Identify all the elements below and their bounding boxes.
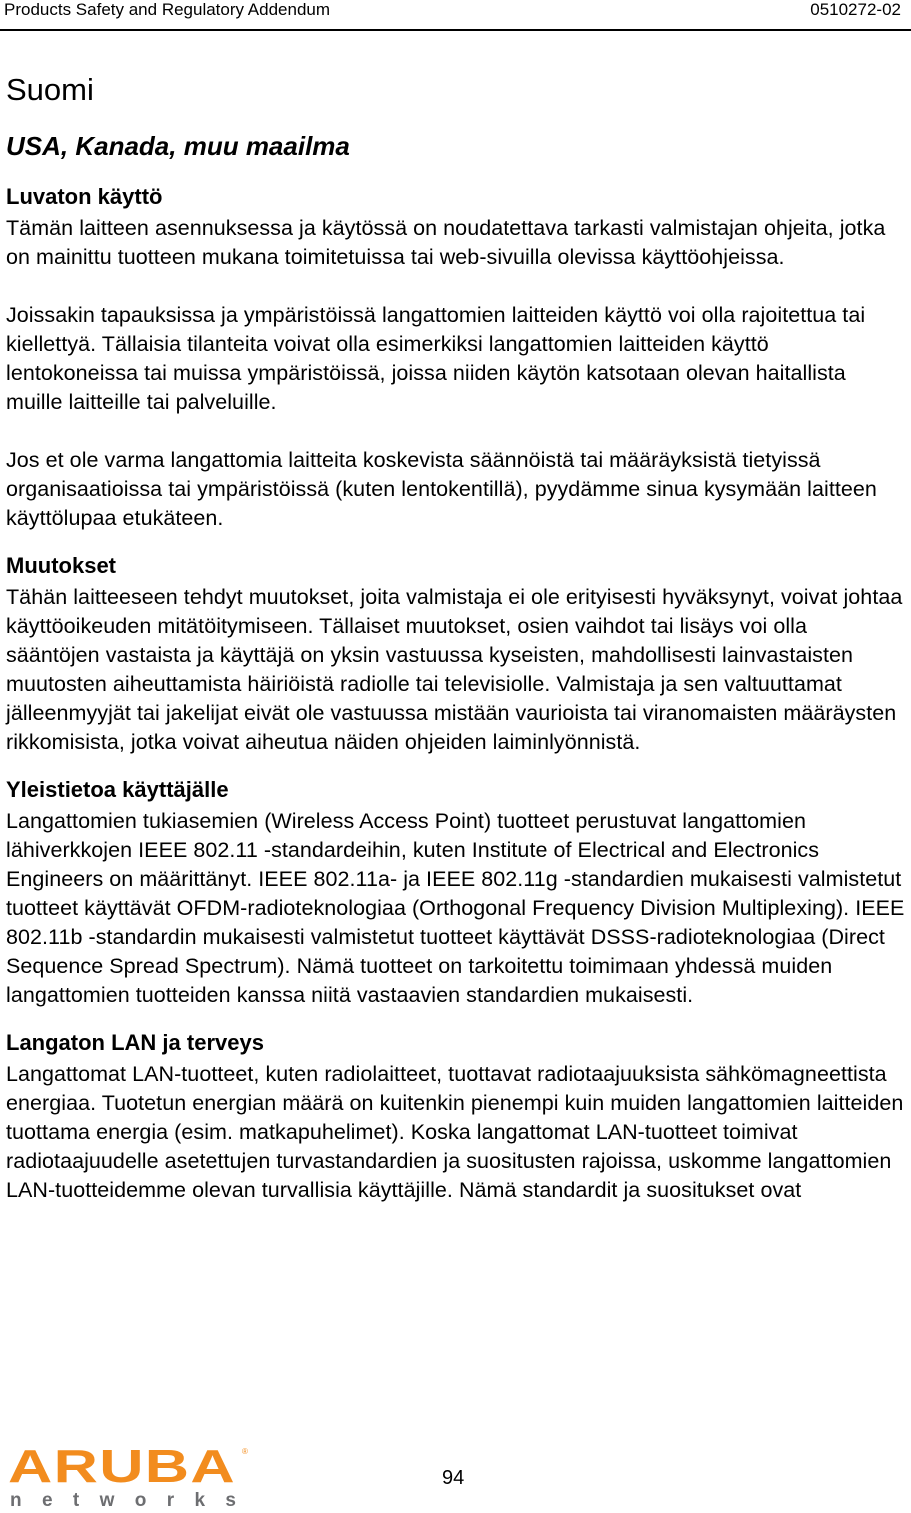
document-title: Products Safety and Regulatory Addendum <box>4 0 331 19</box>
section-unauthorized-use <box>6 182 906 533</box>
section-heading: Yleistietoa käyttäjälle <box>6 777 229 802</box>
section-heading: Langaton LAN ja terveys <box>6 1030 264 1055</box>
section-paragraph: Langattomat LAN-tuotteet, kuten radiolaitteet, tuottavat radiotaajuuksista sähkömagneettista energiaa. Tuotetun energian määrä on kuitenkin pienempi kuin muiden langattomien laitteiden tuottama energia (esim. matkapuhelimet). Koska langattomat LAN-tuotteet toimivat radiotaajuudelle asetettujen turvastandardien ja suositusten rajoissa, uskomme langattomien LAN-tuotteidemme olevan turvallisia käyttäjille. Nämä standardit ja suositukset ovat <box>6 1062 904 1202</box>
section-heading: Luvaton käyttö <box>6 184 163 209</box>
registered-mark: ® <box>242 1447 248 1456</box>
aruba-networks-logo <box>6 1444 252 1510</box>
page-content <box>6 68 906 1205</box>
logo-wordmark: ARUBA <box>8 1444 236 1492</box>
section-wireless-lan-health <box>6 1028 906 1205</box>
section-paragraph: Jos et ole varma langattomia laitteita koskevista säännöistä tai määräyksistä tietyissä organisaatioissa tai ympäristöissä (kuten lentokentillä), pyydämme sinua kysymään laitteen käyttölupaa etukäteen. <box>6 448 877 530</box>
section-heading: Muutokset <box>6 553 116 578</box>
section-paragraph: Tähän laitteeseen tehdyt muutokset, joita valmistaja ei ole erityisesti hyväksynyt, voivat johtaa käyttöoikeuden mitätöitymiseen. Tällaiset muutokset, osien vaihdot tai lisäys voi olla sääntöjen vastaista ja käyttäjä on yksin vastuussa kyseisten, mahdollisesti lainvastaisten muutosten aiheuttamista häiriöistä radiolle tai televisiolle. Valmistaja ja sen valtuuttamat jälleenmyyjät tai jakelijat eivät ole vastuussa mistään vaurioista tai viranomaisten määräysten rikkomisista, jotka voivat aiheutua näiden ohjeiden laiminlyönnistä. <box>6 585 903 754</box>
section-general-info <box>6 775 906 1010</box>
logo-subtext: networks <box>10 1490 236 1510</box>
section-paragraph: Tämän laitteen asennuksessa ja käytössä on noudatettava tarkasti valmistajan ohjeita, jotka on mainittu tuotteen mukana toimitetuissa tai web-sivuilla olevissa käyttöohjeissa. <box>6 216 886 269</box>
section-paragraph: Joissakin tapauksissa ja ympäristöissä langattomien laitteiden käyttö voi olla rajoitettua tai kiellettyä. Tällaisia tilanteita voivat olla esimerkiksi langattomien laitteiden käyttö lentokoneissa tai muissa ympäristöissä, joissa niiden käytön katsotaan olevan haitallista muille laitteille tai palveluille. <box>6 303 866 414</box>
document-number: 0510272-02 <box>810 0 901 19</box>
section-paragraph: Langattomien tukiasemien (Wireless Access Point) tuotteet perustuvat langattomien lähiverkkojen IEEE 802.11 -standardeihin, kuten Institute of Electrical and Electronics Engineers on määrittänyt. IEEE 802.11a- ja IEEE 802.11g -standardien mukaisesti valmistetut tuotteet käyttävät OFDM-radioteknologiaa (Orthogonal Frequency Division Multiplexing). IEEE 802.11b -standardin mukaisesti valmistetut tuotteet käyttävät DSSS-radioteknologiaa (Direct Sequence Spread Spectrum). Nämä tuotteet on tarkoitettu toimimaan yhdessä muiden langattomien tuotteiden kanssa niitä vastaavien standardien mukaisesti. <box>6 809 905 1007</box>
page-number: 94 <box>442 1467 465 1489</box>
page-header <box>0 0 911 31</box>
section-modifications <box>6 551 906 757</box>
language-title: Suomi <box>6 72 94 107</box>
region-title: USA, Kanada, muu maailma <box>6 131 350 161</box>
